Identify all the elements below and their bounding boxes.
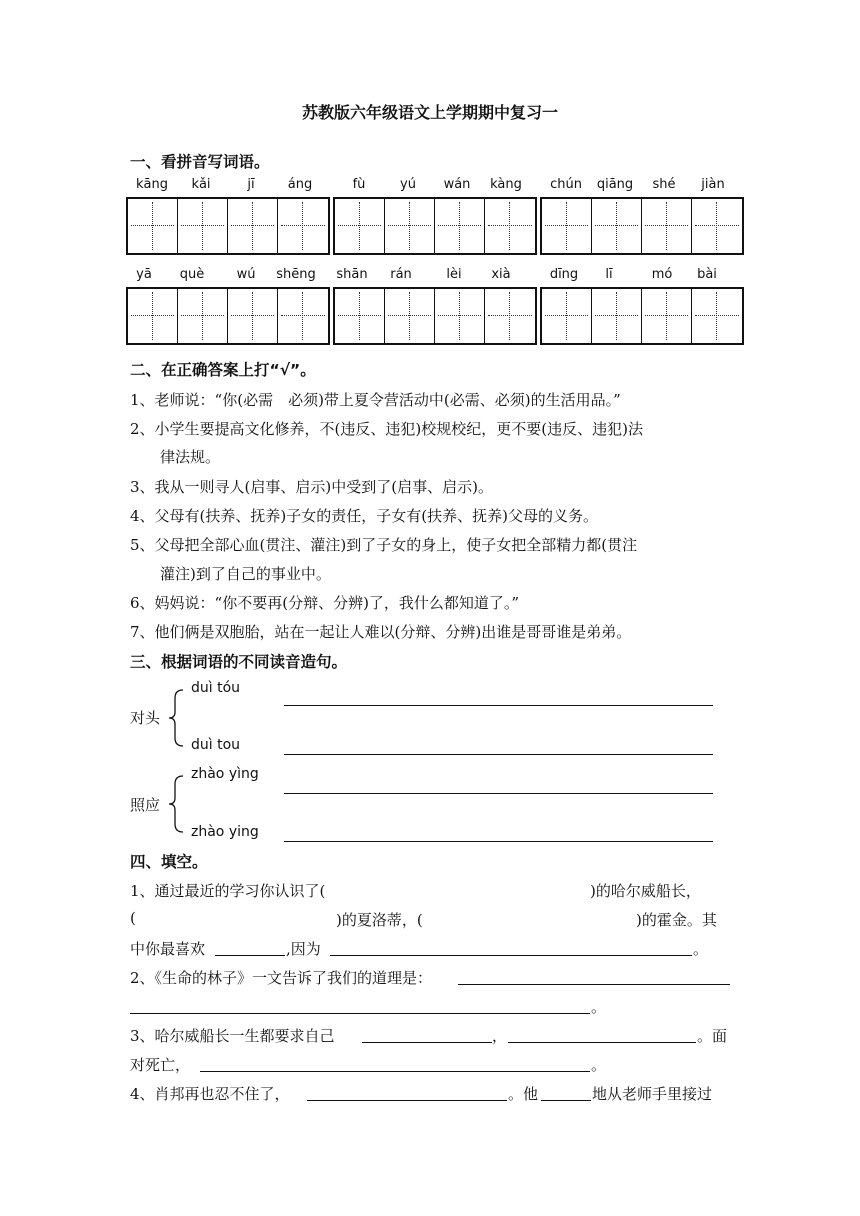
pinyin: qiāng	[596, 177, 634, 192]
fill-text: 。他	[508, 1085, 539, 1103]
grid-cell[interactable]	[435, 199, 485, 253]
answer-line[interactable]	[284, 705, 713, 706]
grid-cell[interactable]	[128, 199, 178, 253]
fill-text: 对死亡，	[130, 1056, 191, 1074]
fill-text: 2、《生命的林子》一文告诉了我们的道理是：	[130, 969, 433, 987]
pinyin: chún	[550, 177, 582, 192]
fill-text: )的霍金。其	[636, 911, 717, 929]
question-line: 2、小学生要提高文化修养，不(违反、违犯)校规校纪，更不要(违反、违犯)法	[130, 420, 643, 438]
pinyin: lī	[605, 267, 613, 282]
blank-line[interactable]	[362, 1042, 492, 1043]
pinyin: shé	[652, 177, 676, 192]
question-line: 6、妈妈说：“你不要再(分辩、分辨)了，我什么都知道了。”	[130, 594, 520, 612]
question-line: 5、父母把全部心血(贯注、灌注)到了子女的身上，使子女把全部精力都(贯注	[130, 536, 638, 554]
grid-cell[interactable]	[642, 289, 692, 343]
pinyin: bài	[697, 267, 717, 282]
grid-cell[interactable]	[542, 289, 592, 343]
fill-text: 中你最喜欢	[130, 940, 206, 958]
pinyin-row-1	[0, 177, 860, 195]
polyphone-word: 对头	[130, 709, 161, 727]
question-line: 1、老师说：“你(必需 必须)带上夏令营活动中(必需、必须)的生活用品。”	[130, 391, 621, 409]
writing-grid[interactable]	[333, 197, 537, 255]
fill-text: 。面	[697, 1027, 728, 1045]
pinyin: kāng	[136, 177, 168, 192]
blank-line[interactable]	[215, 955, 285, 956]
pinyin: yā	[136, 267, 152, 282]
fill-text: (	[130, 909, 136, 927]
grid-cell[interactable]	[178, 289, 228, 343]
blank-line[interactable]	[541, 1100, 591, 1101]
fill-text: )的哈尔威船长，	[590, 882, 701, 900]
grid-cell[interactable]	[385, 289, 435, 343]
writing-grid[interactable]	[540, 197, 744, 255]
grid-cell[interactable]	[335, 199, 385, 253]
grid-cell[interactable]	[278, 199, 328, 253]
answer-line[interactable]	[284, 841, 713, 842]
blank-line[interactable]	[330, 955, 692, 956]
pinyin: fù	[352, 177, 366, 192]
pinyin: jiàn	[701, 177, 725, 192]
grid-cell[interactable]	[278, 289, 328, 343]
grid-cell[interactable]	[228, 289, 278, 343]
fill-line	[130, 880, 325, 901]
blank-line[interactable]	[458, 984, 730, 985]
section-1-heading: 一、看拼音写词语。	[130, 153, 270, 171]
fill-text: ,因为	[286, 940, 321, 958]
brace-icon	[166, 688, 186, 748]
fill-text: 3、哈尔威船长一生都要求自己	[130, 1027, 335, 1045]
pinyin: wú	[236, 267, 256, 282]
blank-line[interactable]	[307, 1100, 507, 1101]
pinyin: lèi	[446, 267, 462, 282]
grid-cell[interactable]	[692, 199, 742, 253]
fill-text: 地从老师手里接过	[592, 1085, 713, 1103]
question-line: 7、他们俩是双胞胎，站在一起让人难以(分辩、分辨)出谁是哥哥谁是弟弟。	[130, 623, 632, 641]
pinyin-reading: zhào yìng	[191, 766, 259, 782]
pinyin: jī	[247, 177, 255, 192]
pinyin: kǎi	[191, 177, 211, 192]
pinyin: què	[179, 267, 205, 282]
question-line: 律法规。	[160, 448, 221, 466]
grid-cell[interactable]	[385, 199, 435, 253]
fill-text: ，	[492, 1027, 508, 1045]
grid-cell[interactable]	[435, 289, 485, 343]
pinyin-reading: zhào ying	[191, 824, 259, 840]
writing-grid[interactable]	[333, 287, 537, 345]
blank-line[interactable]	[508, 1042, 696, 1043]
brace-icon	[166, 774, 186, 834]
fill-text: )的夏洛蒂，(	[336, 911, 423, 929]
fill-text: 。	[591, 1056, 607, 1074]
answer-line[interactable]	[284, 754, 713, 755]
question-line: 4、父母有(扶养、抚养)子女的责任，子女有(扶养、抚养)父母的义务。	[130, 507, 598, 525]
fill-text: 。	[693, 940, 709, 958]
writing-grid[interactable]	[126, 197, 330, 255]
fill-text: 。	[591, 998, 607, 1016]
grid-cell[interactable]	[592, 199, 642, 253]
section-3-heading: 三、根据词语的不同读音造句。	[130, 653, 348, 671]
pinyin: xià	[491, 267, 511, 282]
pinyin: shēng	[276, 267, 316, 282]
pinyin: dīng	[549, 267, 579, 282]
writing-grid[interactable]	[126, 287, 330, 345]
grid-cell[interactable]	[642, 199, 692, 253]
grid-cell[interactable]	[228, 199, 278, 253]
blank-line[interactable]	[200, 1071, 590, 1072]
blank-line[interactable]	[130, 1013, 590, 1014]
pinyin: rán	[390, 267, 412, 282]
section-4-heading: 四、填空。	[130, 853, 208, 871]
section-2-heading: 二、在正确答案上打“√”。	[130, 361, 316, 379]
grid-cell[interactable]	[128, 289, 178, 343]
page-title: 苏教版六年级语文上学期期中复习一	[301, 103, 558, 122]
fill-text: 1、通过最近的学习你认识了(	[130, 882, 326, 900]
question-line: 3、我从一则寻人(启事、启示)中受到了(启事、启示)。	[130, 478, 493, 496]
pinyin: kàng	[490, 177, 522, 192]
fill-text: 4、肖邦再也忍不住了，	[130, 1085, 290, 1103]
pinyin-row-2	[0, 267, 860, 285]
grid-cell[interactable]	[178, 199, 228, 253]
pinyin: mó	[651, 267, 673, 282]
grid-cell[interactable]	[592, 289, 642, 343]
polyphone-word: 照应	[130, 796, 161, 814]
grid-cell[interactable]	[485, 199, 535, 253]
pinyin: yú	[400, 177, 416, 192]
grid-cell[interactable]	[542, 199, 592, 253]
grid-cell[interactable]	[335, 289, 385, 343]
answer-line[interactable]	[284, 793, 713, 794]
grid-cell[interactable]	[692, 289, 742, 343]
pinyin: áng	[287, 177, 313, 192]
question-line: 灌注)到了自己的事业中。	[160, 565, 331, 583]
pinyin: shān	[336, 267, 368, 282]
pinyin: wán	[443, 177, 471, 192]
pinyin-reading: duì tóu	[191, 680, 241, 696]
pinyin-reading: duì tou	[191, 737, 241, 753]
writing-grid[interactable]	[540, 287, 744, 345]
grid-cell[interactable]	[485, 289, 535, 343]
